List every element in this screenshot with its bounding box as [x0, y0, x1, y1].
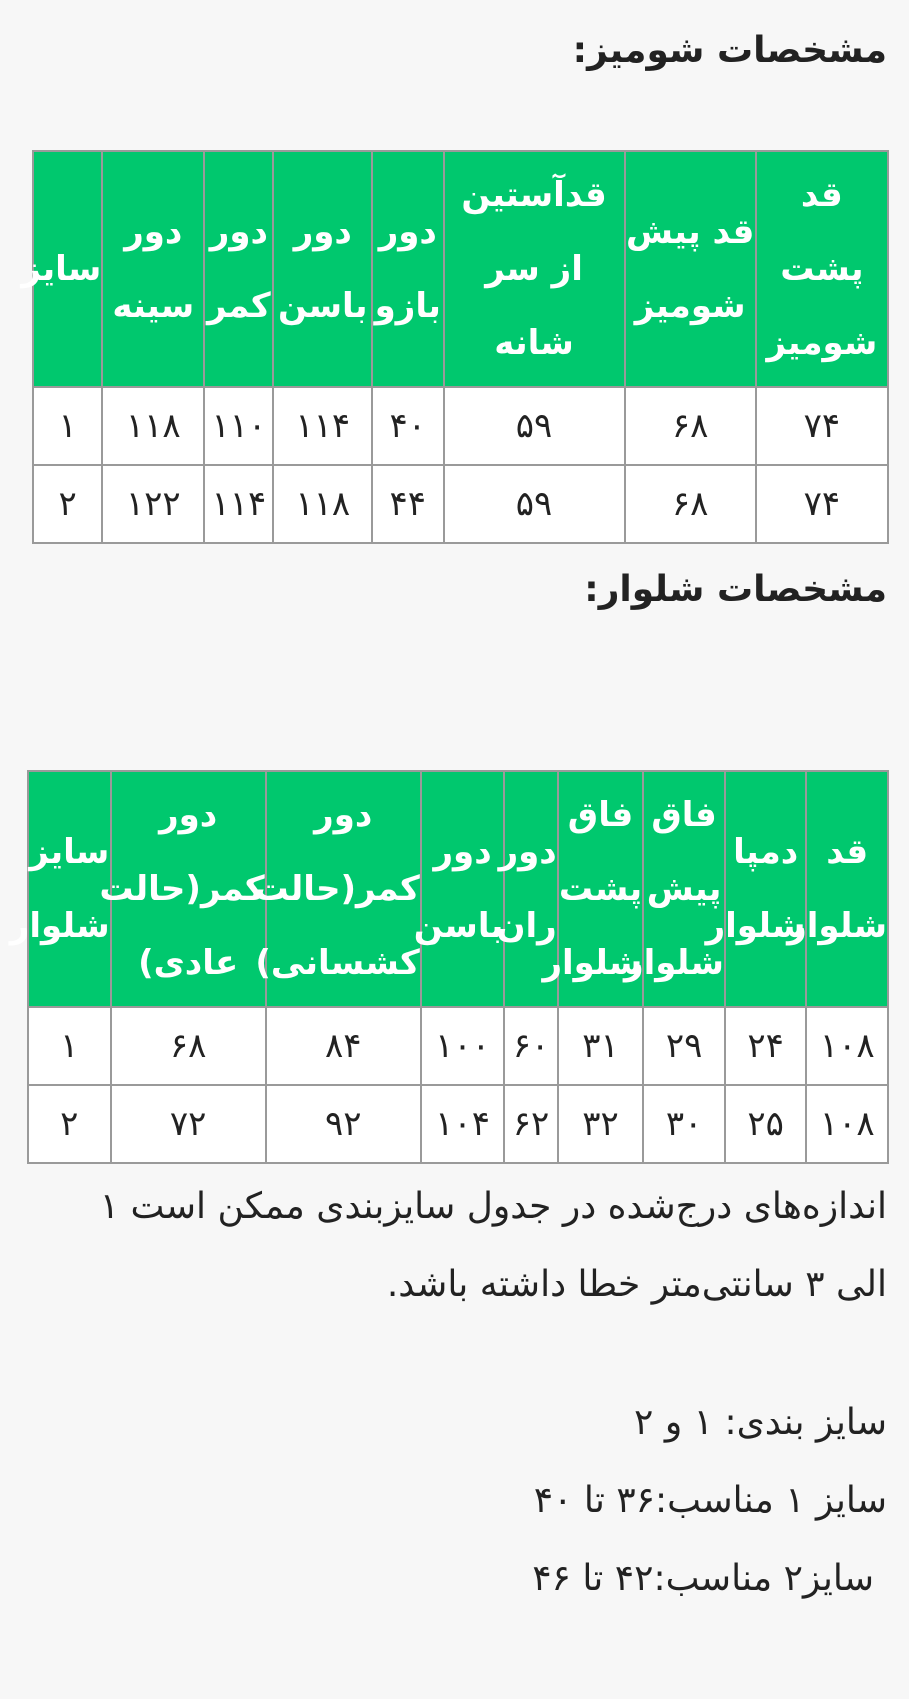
- header-sleeve-length: قدآستین از سر شانه: [445, 152, 624, 386]
- table-cell: ۱۱۸: [103, 388, 203, 464]
- table-cell: ۶۸: [626, 466, 755, 542]
- shirt-specs-heading: مشخصات شومیز:: [572, 30, 887, 71]
- table-cell: ۴۰: [373, 388, 442, 464]
- table-cell: ۳۲: [559, 1086, 643, 1162]
- table-cell: ۱۲۲: [103, 466, 203, 542]
- table-cell: ۴۴: [373, 466, 442, 542]
- table-cell: ۶۲: [505, 1086, 556, 1162]
- table-cell: ۱: [29, 1008, 110, 1084]
- table-cell: ۳۰: [644, 1086, 724, 1162]
- table-cell: ۱۰۰: [422, 1008, 504, 1084]
- table-cell: ۱۰۴: [422, 1086, 504, 1162]
- header-chest: دور سینه: [103, 152, 203, 386]
- table-cell: ۲: [29, 1086, 110, 1162]
- header-back-rise: فاق پشت شلوار: [559, 772, 643, 1006]
- header-size: سایز: [34, 152, 101, 386]
- table-cell: ۲۵: [726, 1086, 806, 1162]
- table-cell: ۶۸: [626, 388, 755, 464]
- table-cell: ۲: [34, 466, 101, 542]
- table-cell: ۶۰: [505, 1008, 556, 1084]
- measurement-tolerance-note: اندازه‌های درج‌شده در جدول سایزبندی ممکن است ۱ الی ۳ سانتی‌متر خطا داشته باشد.: [99, 1186, 887, 1305]
- size-1-fit: سایز ۱ مناسب:۳۶ تا ۴۰: [533, 1480, 887, 1521]
- sizing-summary: سایز بندی: ۱ و ۲: [634, 1402, 887, 1443]
- header-waist-stretched: دور کمر(حالت کشسانی): [267, 772, 420, 1006]
- table-cell: ۱۱۴: [274, 388, 371, 464]
- table-cell: ۱۱۸: [274, 466, 371, 542]
- table-row: [29, 1086, 887, 1162]
- table-cell: ۷۴: [757, 466, 887, 542]
- table-cell: ۱: [34, 388, 101, 464]
- size-2-fit: سایز۲ مناسب:۴۲ تا ۴۶: [532, 1558, 874, 1599]
- table-row: [34, 466, 887, 542]
- table-cell: ۸۴: [267, 1008, 420, 1084]
- header-front-length: قد پیش شومیز: [626, 152, 755, 386]
- table-cell: ۱۰۸: [807, 1086, 887, 1162]
- header-front-rise: فاق پیش شلوار: [644, 772, 724, 1006]
- header-waist: دور کمر: [205, 152, 272, 386]
- header-back-length: قد پشت شومیز: [757, 152, 887, 386]
- table-cell: ۲۴: [726, 1008, 806, 1084]
- header-thigh: دور ران: [505, 772, 556, 1006]
- table-cell: ۵۹: [445, 466, 624, 542]
- table-row: [29, 1008, 887, 1084]
- table-cell: ۱۱۴: [205, 466, 272, 542]
- header-pants-size: سایز شلوار: [29, 772, 110, 1006]
- table-cell: ۷۴: [757, 388, 887, 464]
- pants-specs-heading: مشخصات شلوار:: [584, 569, 887, 610]
- table-cell: ۲۹: [644, 1008, 724, 1084]
- table-cell: ۶۸: [112, 1008, 265, 1084]
- table-row: [34, 388, 887, 464]
- shirt-header-row: [34, 152, 887, 386]
- header-arm: دور بازو: [373, 152, 442, 386]
- table-cell: ۱۰۸: [807, 1008, 887, 1084]
- pants-header-row: [29, 772, 887, 1006]
- table-cell: ۳۱: [559, 1008, 643, 1084]
- header-hem: دمپا شلوار: [726, 772, 806, 1006]
- table-cell: ۹۲: [267, 1086, 420, 1162]
- header-waist-normal: دور کمر(حالت عادی): [112, 772, 265, 1006]
- table-cell: ۱۱۰: [205, 388, 272, 464]
- table-cell: ۵۹: [445, 388, 624, 464]
- header-hip: دور باسن: [274, 152, 371, 386]
- pants-size-table: [9, 770, 889, 1164]
- header-hip: دور باسن: [422, 772, 504, 1006]
- header-pants-length: قد شلوار: [807, 772, 887, 1006]
- table-cell: ۷۲: [112, 1086, 265, 1162]
- shirt-size-table: [21, 150, 889, 544]
